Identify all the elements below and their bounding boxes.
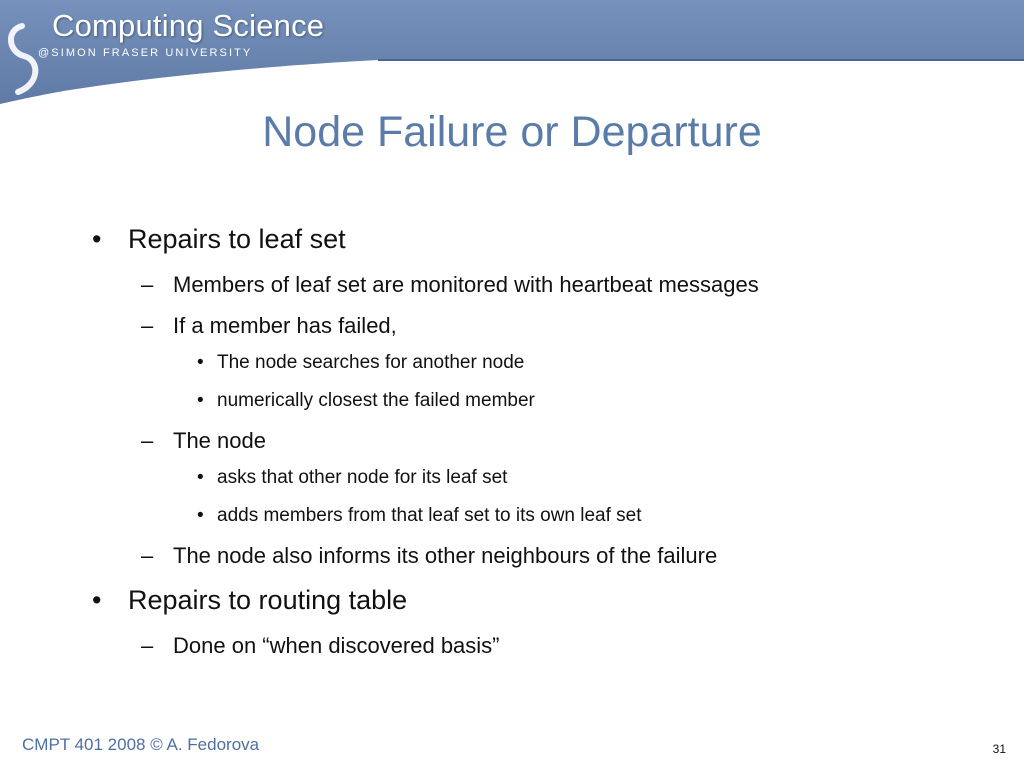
bullet-text: Repairs to routing table (128, 585, 408, 615)
slide-title: Node Failure or Departure (262, 108, 762, 156)
dash-marker: – (141, 633, 154, 658)
bullet-text: Members of leaf set are monitored with heartbeat messages (173, 272, 759, 297)
bullet-repairs-leaf-set (92, 224, 346, 255)
bullet-text: asks that other node for its leaf set (217, 467, 508, 488)
bullet-marker: • (197, 467, 204, 488)
bullet-repairs-routing-table (92, 585, 408, 616)
dash-marker: – (141, 272, 154, 297)
bullet-marker: • (197, 390, 204, 411)
sub-bullet-discovered-basis (141, 633, 500, 659)
bullet-text: The node (173, 428, 266, 453)
sub-sub-bullet-searches (197, 352, 525, 374)
logo-subtitle: @SIMON FRASER UNIVERSITY (38, 47, 253, 59)
bullet-text: Done on “when discovered basis” (173, 633, 500, 658)
bullet-text: numerically closest the failed member (217, 390, 535, 411)
sub-sub-bullet-adds (197, 505, 642, 527)
sub-sub-bullet-closest (197, 390, 535, 412)
logo-title: Computing Science (52, 8, 325, 43)
bullet-marker: • (197, 505, 204, 526)
bullet-text: The node searches for another node (217, 352, 525, 373)
sub-bullet-the-node (141, 428, 266, 454)
bullet-marker: • (197, 352, 204, 373)
sub-sub-bullet-asks (197, 467, 508, 489)
bullet-text: The node also informs its other neighbours of the failure (173, 543, 718, 568)
bullet-text: adds members from that leaf set to its own leaf set (217, 505, 642, 526)
sub-bullet-heartbeat (141, 272, 759, 298)
dash-marker: – (141, 428, 154, 453)
slide-number: 31 (992, 742, 1006, 756)
bullet-marker: • (92, 585, 102, 615)
bullet-text: Repairs to leaf set (128, 224, 346, 254)
sub-bullet-informs (141, 543, 718, 569)
sub-bullet-member-failed (141, 313, 397, 339)
bullet-marker: • (92, 224, 102, 254)
dash-marker: – (141, 313, 154, 338)
dash-marker: – (141, 543, 154, 568)
footer-course: CMPT 401 2008 © A. Fedorova (22, 735, 260, 754)
bullet-text: If a member has failed, (173, 313, 397, 338)
